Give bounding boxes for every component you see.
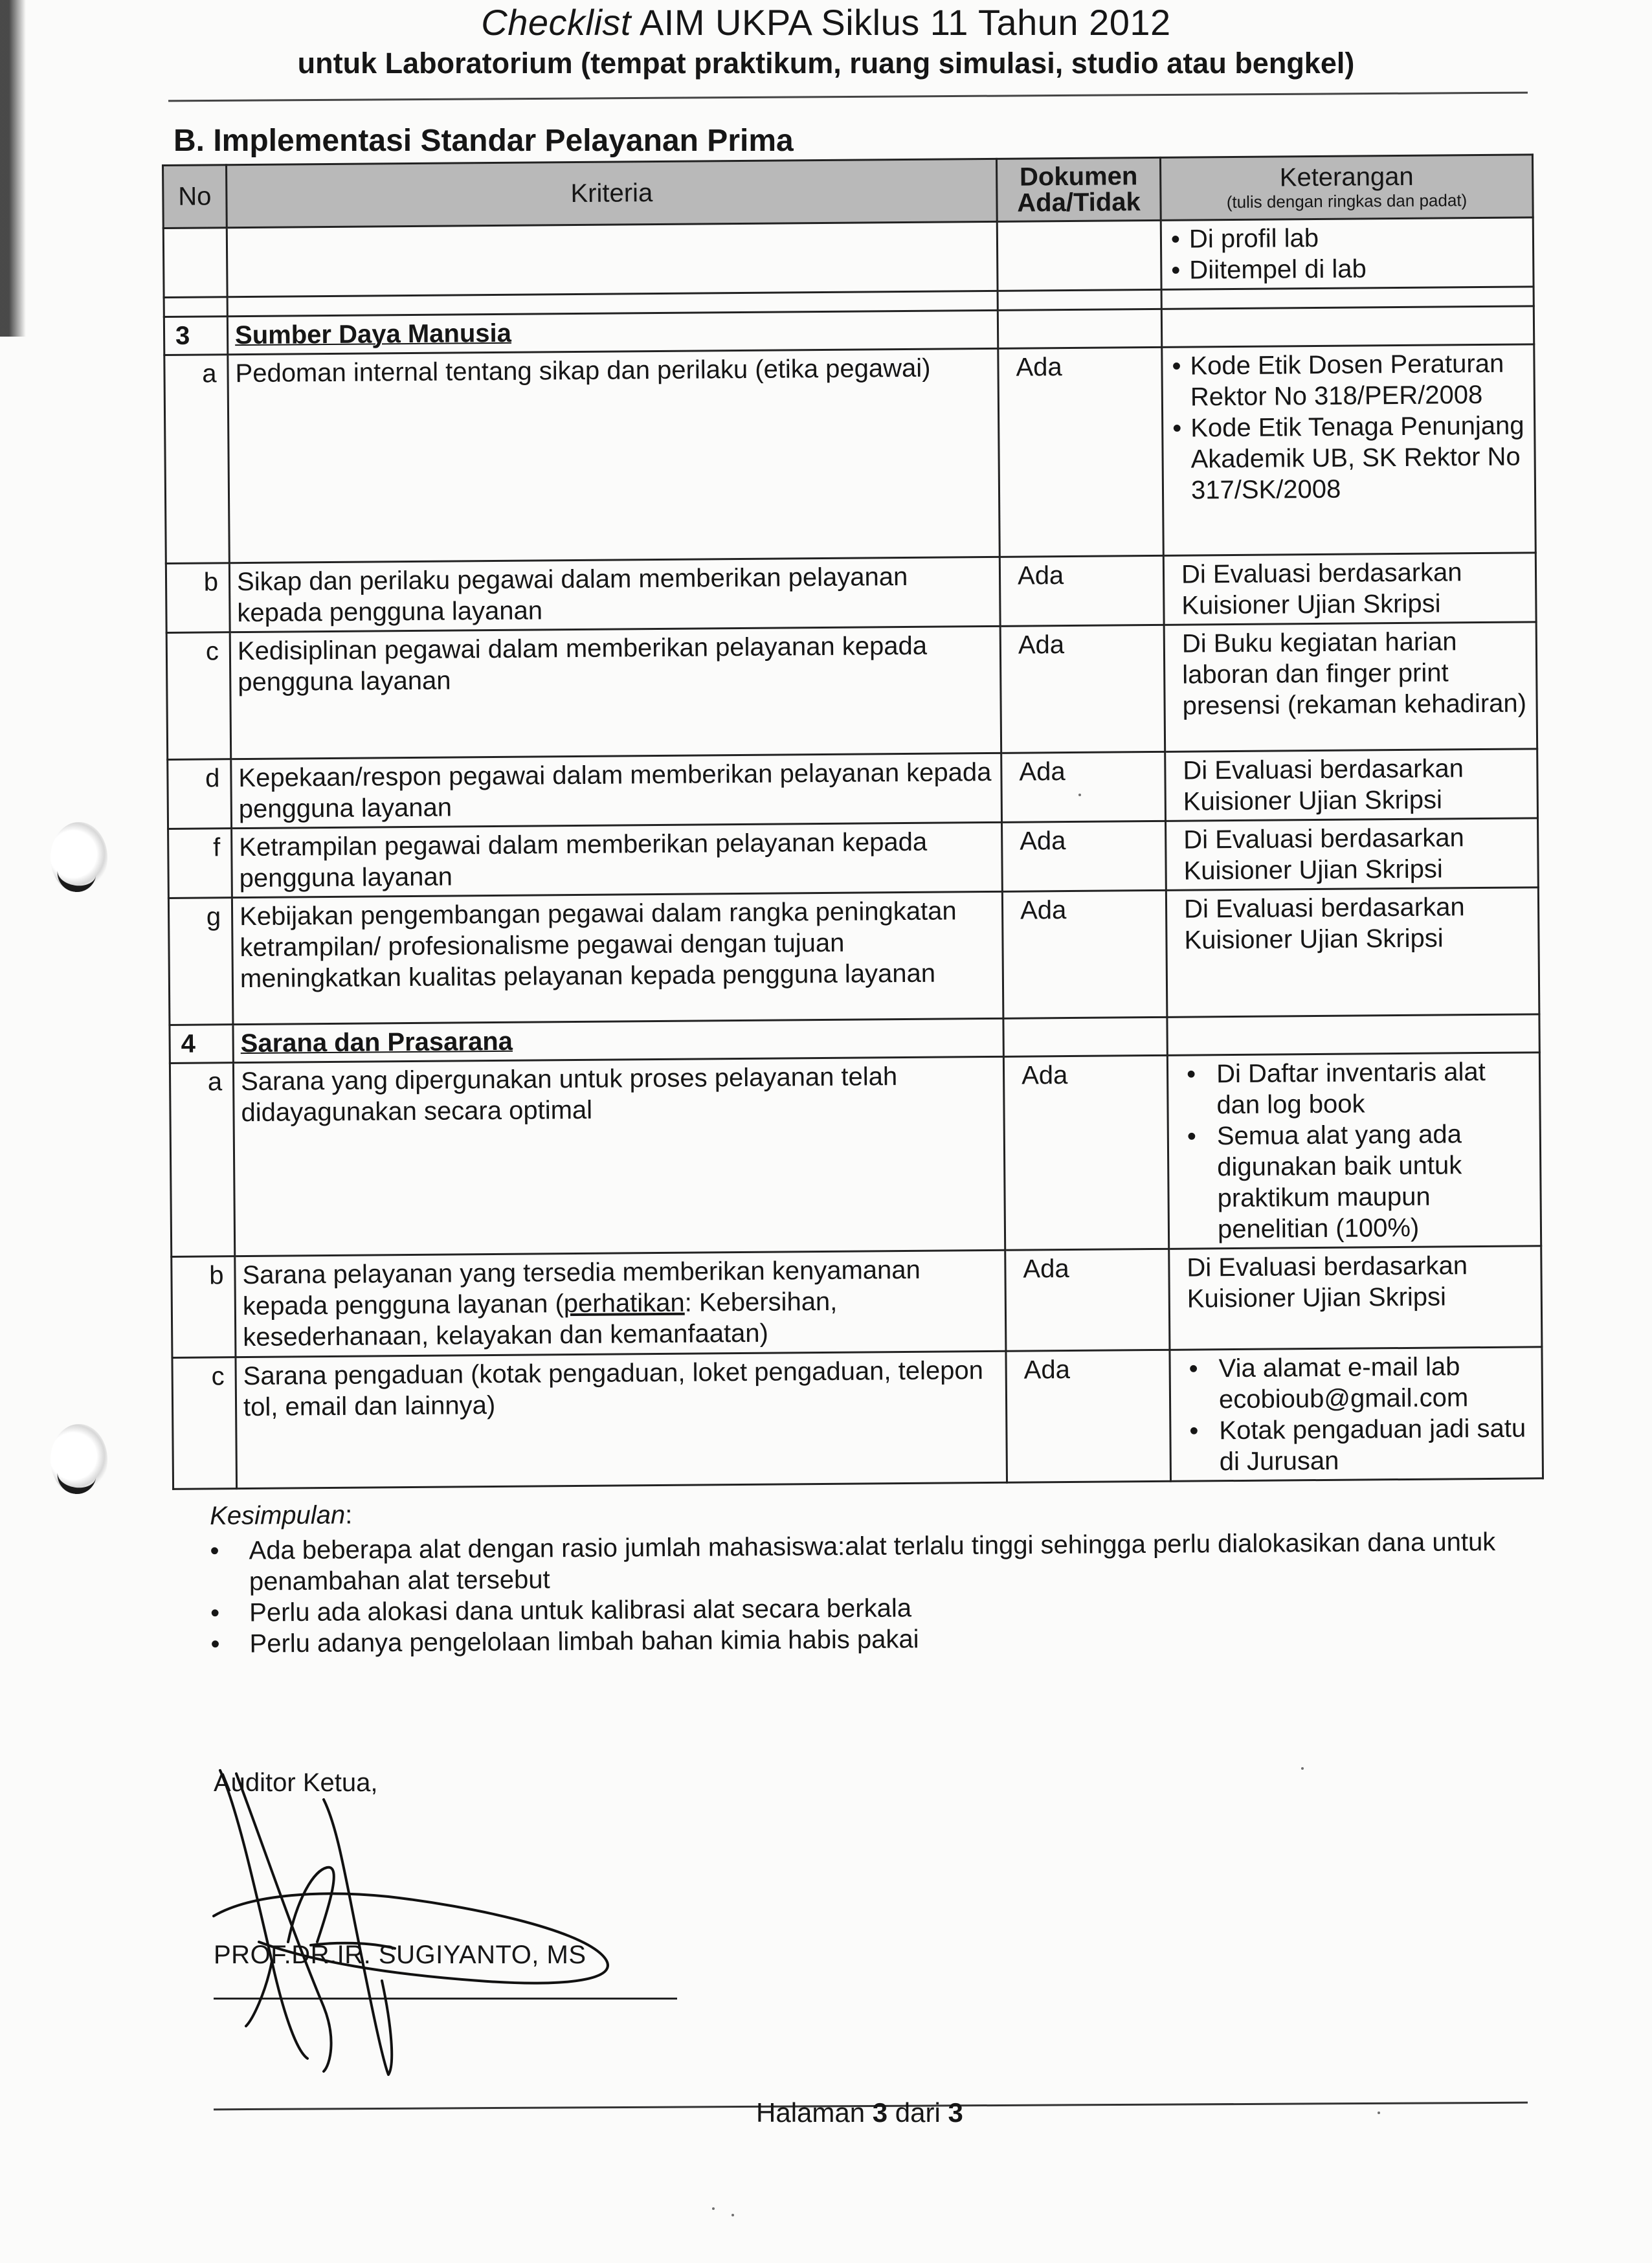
cell-keterangan: [1161, 217, 1534, 290]
cell-keterangan: [1161, 306, 1534, 348]
cell-keterangan: [1170, 1347, 1543, 1482]
note-list: [1179, 1350, 1535, 1477]
table-row: [168, 818, 1539, 898]
cell-no: [163, 228, 227, 298]
cell-keterangan: [1162, 344, 1536, 556]
cell-dokumen: Ada: [1002, 821, 1166, 891]
conclusion-label: Kesimpulan:: [210, 1500, 353, 1530]
punch-hole: [50, 1424, 107, 1495]
cell-dokumen: Ada: [1002, 890, 1167, 1018]
cell-dokumen: [998, 309, 1161, 348]
header-dokumen: [996, 157, 1161, 221]
cell-keterangan: Di Evaluasi berdasarkan Kuisioner Ujian Skripsi: [1169, 1246, 1542, 1350]
conclusion-block: [206, 1491, 1515, 1660]
cell-spacer: [1161, 287, 1534, 309]
cell-dokumen: [1003, 1017, 1167, 1056]
kriteria-text: : Kebersihan, kesederhanaan, kelayakan dan kemanfaatan): [243, 1287, 838, 1352]
punch-hole: [50, 822, 107, 893]
note-item: • Diitempel di lab: [1171, 252, 1526, 285]
header-keterangan-note: (tulis dengan ringkas dan padat): [1226, 190, 1468, 212]
table-row: [172, 1347, 1543, 1489]
header-kriteria: Kriteria: [227, 159, 998, 227]
document-subtitle: untuk Laboratorium (tempat praktikum, ruang simulasi, studio atau bengkel): [297, 47, 1355, 80]
table-row: [166, 553, 1536, 633]
cell-dokumen: Ada: [998, 347, 1164, 557]
note-item: • Di profil lab: [1171, 221, 1526, 254]
auditor-name: PROF.DR.IR. SUGIYANTO, MS: [214, 1941, 586, 1969]
group-no: 3: [164, 317, 227, 355]
scan-speck: [712, 2207, 715, 2210]
table-row: [168, 887, 1539, 1025]
checklist-table: [162, 153, 1544, 1490]
cell-no: a: [170, 1063, 234, 1257]
cell-kriteria: Kepekaan/respon pegawai dalam memberikan pelayanan kepada pengguna layanan: [231, 753, 1002, 828]
header-dokumen-line2: Ada/Tidak: [1017, 188, 1141, 217]
cell-kriteria: Sikap dan perilaku pegawai dalam memberikan pelayanan kepada pengguna layanan: [229, 557, 1000, 632]
table-row: [170, 1053, 1541, 1257]
cell-no: d: [168, 759, 232, 829]
note-item: • Semua alat yang ada digunakan baik untuk praktikum maupun penelitian (100%): [1178, 1118, 1534, 1245]
cell-keterangan: [1167, 1014, 1539, 1056]
group-title-text: Sarana dan Prasarana: [240, 1027, 513, 1058]
section-title: B. Implementasi Standar Pelayanan Prima: [173, 124, 794, 158]
conclusion-item: • Perlu adanya pengelolaan limbah bahan kimia habis pakai: [206, 1620, 1514, 1660]
kriteria-text: Sarana pelayanan yang tersedia memberikan kenyamanan kepada pengguna layanan (: [242, 1255, 921, 1321]
cell-dokumen: [997, 220, 1161, 291]
header-no: No: [163, 165, 227, 229]
table-header-row: [163, 155, 1534, 229]
header-keterangan-title: Keterangan: [1279, 162, 1414, 192]
cell-dokumen: Ada: [1005, 1249, 1170, 1351]
note-item: • Kode Etik Tenaga Penunjang Akademik UB, SK Rektor No 317/SK/2008: [1172, 410, 1528, 506]
cell-keterangan: Di Buku kegiatan harian laboran dan finger print presensi (rekaman kehadiran): [1164, 622, 1537, 752]
cell-dokumen: Ada: [999, 555, 1164, 626]
scan-speck: [1378, 2112, 1380, 2114]
scan-speck: [731, 2214, 734, 2216]
document-title: Checklist AIM UKPA Siklus 11 Tahun 2012: [481, 2, 1171, 43]
cell-keterangan: [1167, 1053, 1541, 1249]
conclusion-list: [206, 1526, 1514, 1660]
scan-speck: [1078, 794, 1081, 796]
table-row: [168, 749, 1538, 829]
cell-no: b: [172, 1256, 236, 1358]
header-dokumen-line1: Dokumen: [1019, 162, 1138, 192]
note-list: [1178, 1056, 1534, 1245]
note-item: • Kotak pengaduan jadi satu di Jurusan: [1180, 1412, 1535, 1477]
cell-kriteria: Sarana yang dipergunakan untuk proses pelayanan telah didayagunakan secara optimal: [233, 1056, 1005, 1256]
cell-spacer: [164, 297, 227, 317]
group-no: 4: [170, 1025, 233, 1064]
group-title: [227, 310, 998, 354]
cell-dokumen: Ada: [1000, 625, 1165, 753]
header-divider: [168, 92, 1528, 102]
cell-kriteria: Kebijakan pengembangan pegawai dalam rangka peningkatan ketrampilan/ profesionalisme pegawai dengan tujuan meningkatkan kualitas pelayanan kepada pengguna layanan: [232, 891, 1003, 1024]
table-row: [163, 217, 1534, 298]
handwritten-signature: [175, 1748, 641, 2084]
cell-no: c: [166, 632, 231, 760]
cell-no: f: [168, 829, 232, 898]
conclusion-item: • Ada beberapa alat dengan rasio jumlah mahasiswa:alat terlalu tinggi sehingga perlu dialokasikan dana untuk penambahan alat tersebut: [206, 1526, 1514, 1598]
group-title: [233, 1018, 1003, 1062]
note-item: • Di Daftar inventaris alat dan log book: [1178, 1056, 1533, 1120]
cell-no: b: [166, 563, 230, 633]
kriteria-emphasis: perhatikan: [563, 1288, 685, 1319]
cell-dokumen: Ada: [1003, 1055, 1168, 1250]
cell-kriteria: [235, 1250, 1006, 1357]
cell-kriteria: Pedoman internal tentang sikap dan perilaku (etika pegawai): [228, 348, 999, 563]
cell-kriteria: [227, 221, 998, 296]
table-row: [164, 344, 1535, 564]
cell-no: g: [168, 898, 233, 1025]
cell-spacer: [998, 289, 1161, 310]
cell-no: a: [164, 355, 230, 564]
cell-kriteria: Sarana pengaduan (kotak pengaduan, loket pengaduan, telepon tol, email dan lainnya): [236, 1351, 1007, 1488]
cell-dokumen: Ada: [1001, 752, 1166, 822]
note-item: • Via alamat e-mail lab ecobioub@gmail.com: [1179, 1350, 1535, 1415]
cell-no: c: [172, 1357, 237, 1489]
group-title-text: Sumber Daya Manusia: [234, 318, 512, 350]
cell-keterangan: Di Evaluasi berdasarkan Kuisioner Ujian Skripsi: [1166, 887, 1539, 1018]
note-item: • Kode Etik Dosen Peraturan Rektor No 318/PER/2008: [1172, 348, 1527, 412]
cell-dokumen: Ada: [1006, 1350, 1171, 1482]
note-list: [1172, 348, 1528, 506]
cell-keterangan: Di Evaluasi berdasarkan Kuisioner Ujian Skripsi: [1165, 749, 1538, 821]
scan-speck: [1301, 1767, 1304, 1770]
conclusion-item: • Perlu ada alokasi dana untuk kalibrasi alat secara berkala: [206, 1589, 1514, 1629]
current-page: 3: [872, 2097, 888, 2128]
cell-kriteria: Ketrampilan pegawai dalam memberikan pelayanan kepada pengguna layanan: [232, 822, 1003, 897]
cell-keterangan: Di Evaluasi berdasarkan Kuisioner Ujian Skripsi: [1166, 818, 1539, 891]
table-row: [172, 1246, 1542, 1358]
auditor-role: Auditor Ketua,: [214, 1768, 378, 1797]
note-list: [1171, 221, 1526, 285]
cell-keterangan: Di Evaluasi berdasarkan Kuisioner Ujian Skripsi: [1163, 553, 1536, 625]
cell-kriteria: Kedisiplinan pegawai dalam memberikan pelayanan kepada pengguna layanan: [230, 626, 1001, 759]
page-footer: Halaman 3 dari 3: [756, 2097, 963, 2128]
total-pages: 3: [948, 2097, 963, 2128]
table-row: [166, 622, 1537, 760]
header-keterangan: [1160, 155, 1533, 221]
